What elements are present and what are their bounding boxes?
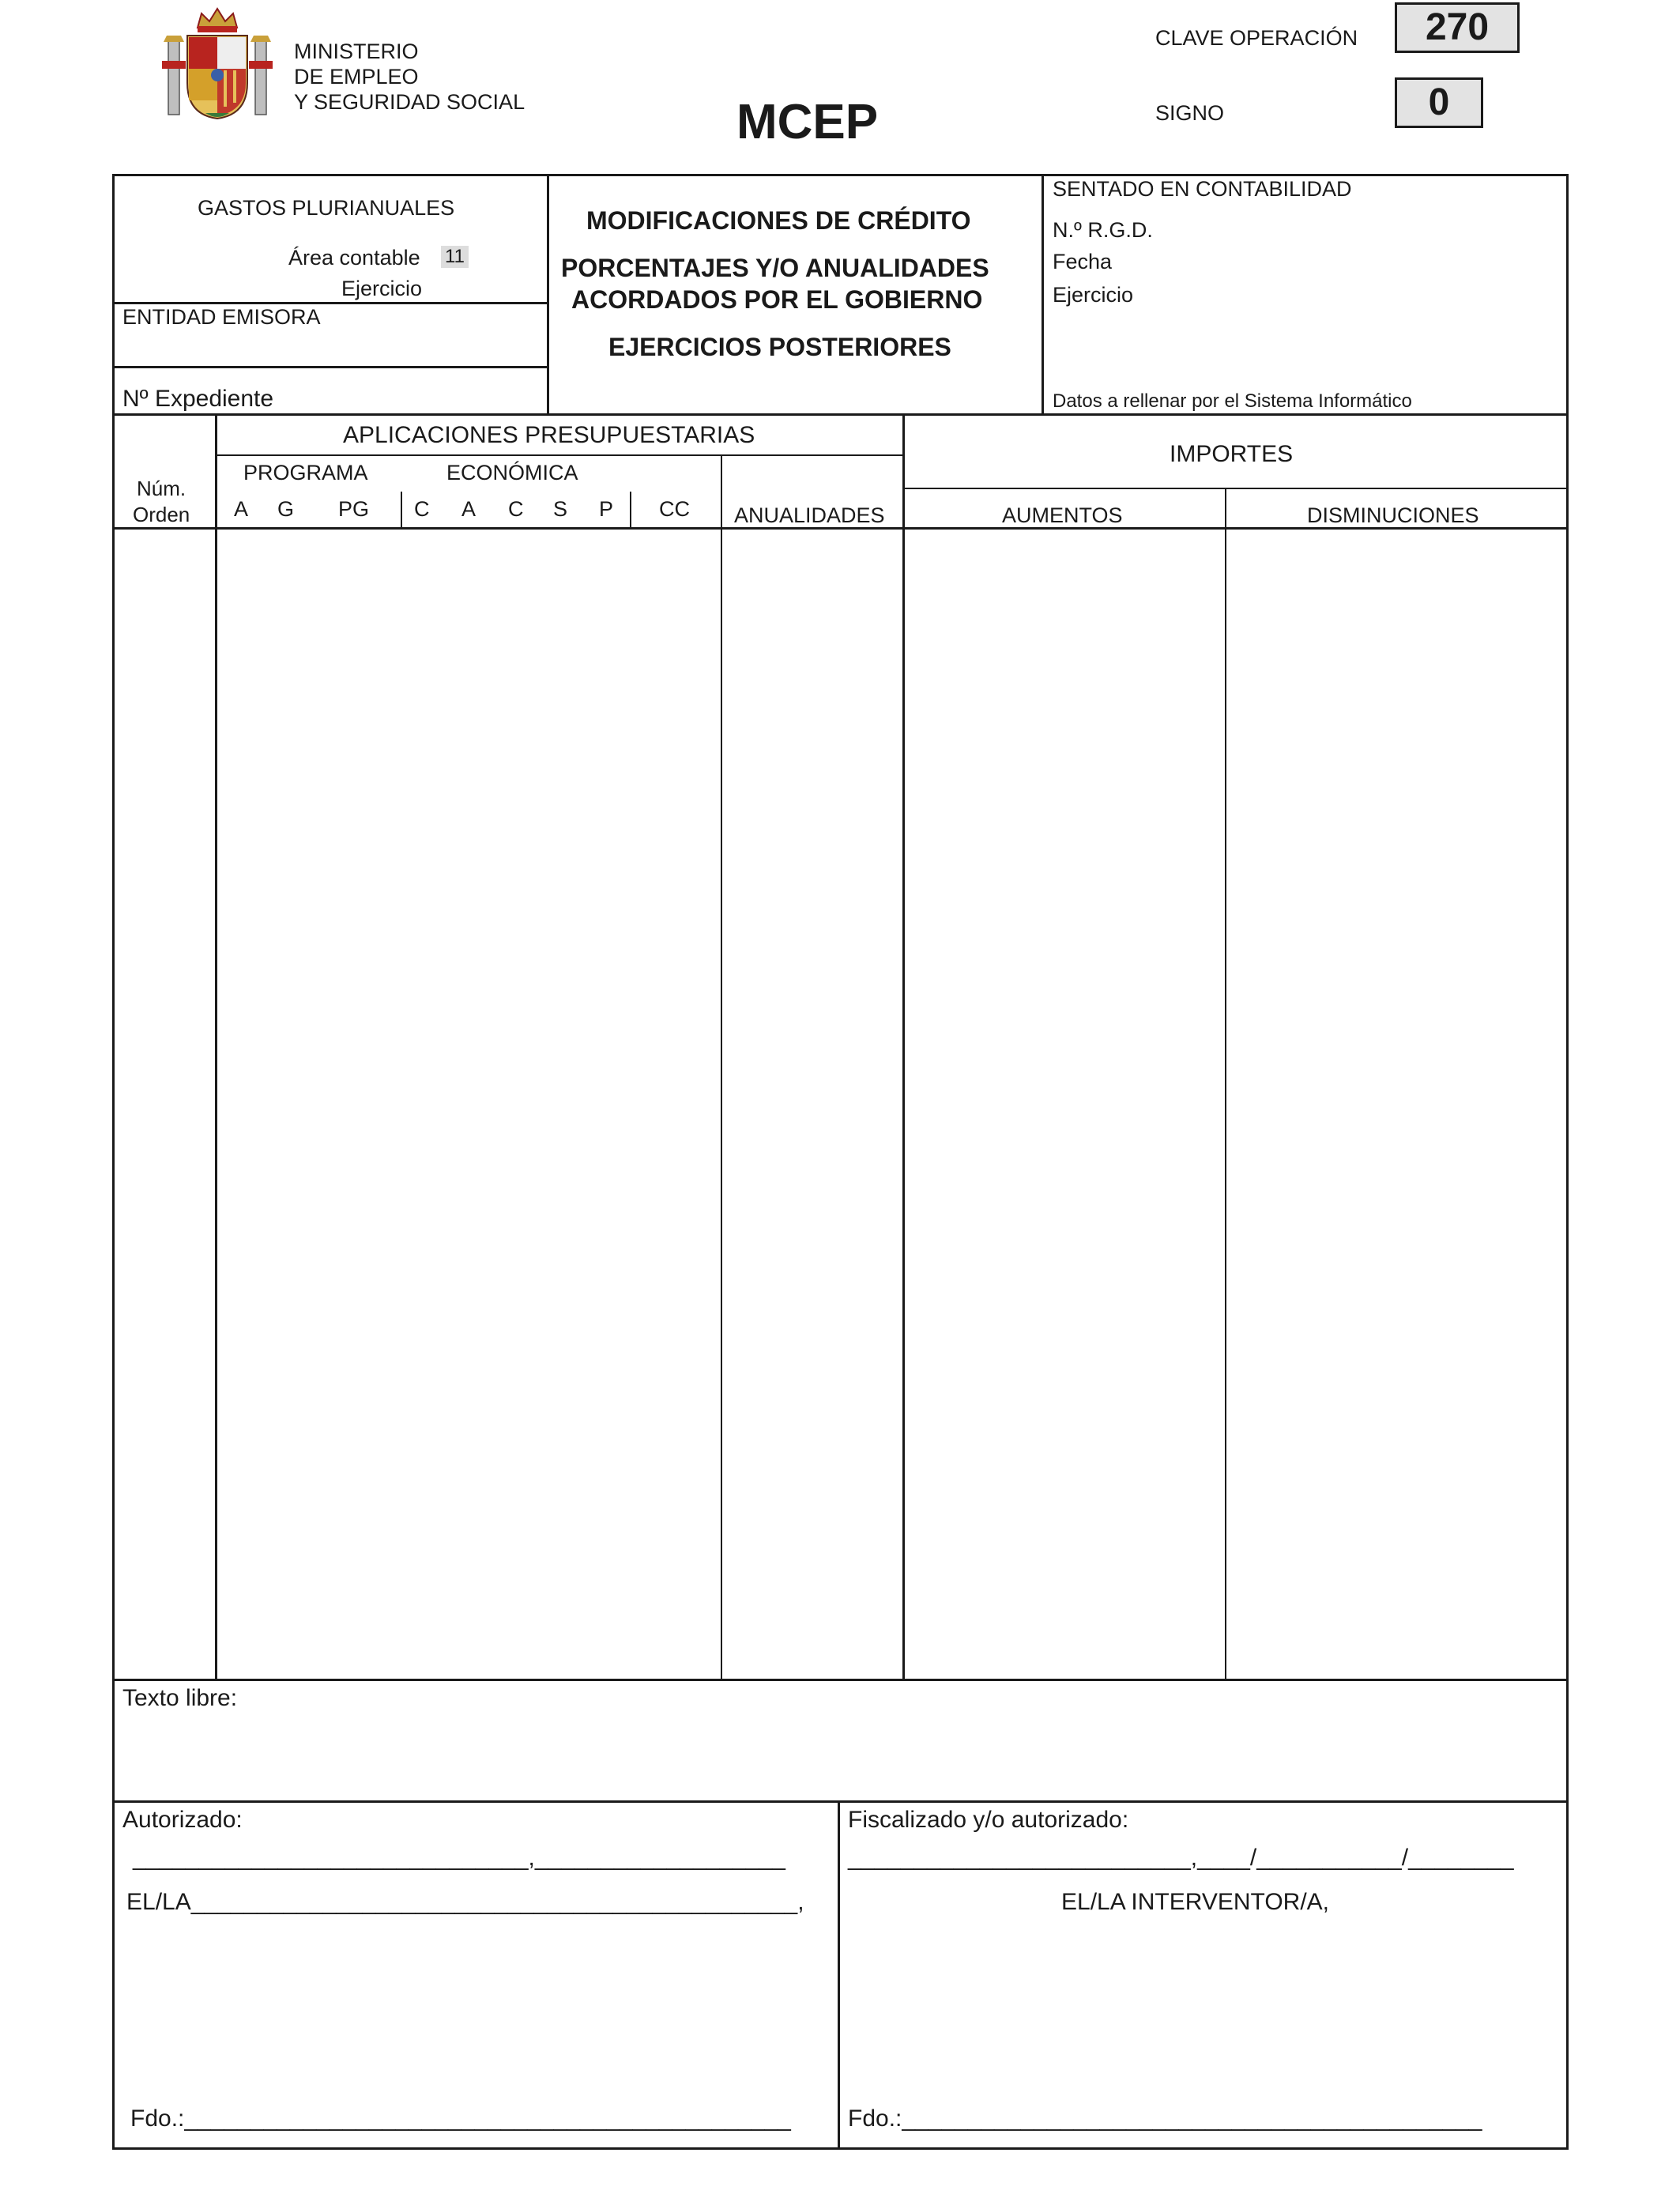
programa-label: PROGRAMA — [243, 461, 368, 484]
gastos-plurianuales: GASTOS PLURIANUALES — [198, 196, 455, 220]
table-bottom-line — [112, 1679, 1569, 1681]
disminuciones-header: DISMINUCIONES — [1307, 503, 1479, 527]
fiscalizado-label: Fiscalizado y/o autorizado: — [848, 1807, 1129, 1833]
texto-libre-field[interactable] — [115, 1715, 1566, 1798]
importes-underline — [902, 488, 1569, 489]
autorizado-el-la-line: EL/LA______________________________________________, — [126, 1889, 804, 1915]
entidad-emisora: ENTIDAD EMISORA — [122, 305, 321, 329]
header-bottom-line — [112, 413, 1569, 416]
ejercicio-right-label: Ejercicio — [1053, 283, 1134, 307]
ministry-line-2: DE EMPLEO — [294, 65, 419, 89]
title-ejercicios: EJERCICIOS POSTERIORES — [608, 333, 951, 361]
code-a: A — [234, 497, 249, 521]
aplicaciones-underline — [215, 454, 902, 456]
code-cc: CC — [659, 497, 690, 521]
clave-operacion-value: 270 — [1395, 2, 1520, 53]
code-a2: A — [461, 497, 477, 521]
anualidades-header: ANUALIDADES — [734, 503, 885, 527]
economica-label: ECONÓMICA — [446, 461, 578, 484]
coat-of-arms-logo — [162, 4, 273, 123]
header-divider-1 — [547, 174, 549, 415]
signo-label: SIGNO — [1155, 101, 1225, 125]
fecha-label: Fecha — [1053, 250, 1113, 273]
interventor-label: EL/LA INTERVENTOR/A, — [1061, 1889, 1330, 1915]
title-modificaciones: MODIFICACIONES DE CRÉDITO — [586, 206, 971, 235]
frame-right-line — [1566, 174, 1569, 2150]
code-separator-2 — [630, 492, 631, 527]
code-p: P — [599, 497, 614, 521]
frame-top-line — [112, 174, 1569, 176]
autorizado-fdo-line: Fdo.:______________________________________________ — [130, 2105, 791, 2132]
area-contable-label: Área contable — [288, 246, 420, 270]
datos-sistema-note: Datos a rellenar por el Sistema Informático — [1053, 390, 1412, 412]
signo-value: 0 — [1395, 77, 1483, 128]
autorizado-label: Autorizado: — [122, 1807, 243, 1833]
form-code: MCEP — [736, 95, 879, 149]
ministry-line-1: MINISTERIO — [294, 40, 419, 63]
num-orden-label-1: Núm. — [137, 477, 186, 500]
texto-libre-label: Texto libre: — [122, 1685, 238, 1711]
num-orden-label-2: Orden — [133, 503, 190, 526]
fiscalizado-place-date-line: __________________________,____/___________/________ — [848, 1845, 1514, 1871]
rgd-label: N.º R.G.D. — [1053, 218, 1153, 242]
signature-divider — [838, 1800, 840, 2149]
aplicaciones-presupuestarias: APLICACIONES PRESUPUESTARIAS — [343, 422, 755, 448]
importes-header: IMPORTES — [1170, 441, 1294, 467]
code-c2: C — [508, 497, 524, 521]
ministry-line-3: Y SEGURIDAD SOCIAL — [294, 90, 525, 114]
clave-operacion-label: CLAVE OPERACIÓN — [1155, 26, 1358, 50]
num-expediente: Nº Expediente — [122, 386, 274, 412]
title-porcentajes: PORCENTAJES Y/O ANUALIDADES — [561, 254, 989, 282]
code-g: G — [277, 497, 295, 521]
fiscalizado-fdo-line: Fdo.:____________________________________________ — [848, 2105, 1482, 2132]
expediente-top-line — [112, 366, 549, 368]
ejercicio-label: Ejercicio — [341, 277, 423, 300]
code-separator-1 — [401, 492, 402, 527]
entidad-top-line — [112, 302, 549, 304]
header-divider-2 — [1042, 174, 1044, 415]
autorizado-place-date-line: ______________________________,___________________ — [133, 1845, 785, 1871]
title-acordados: ACORDADOS POR EL GOBIERNO — [571, 285, 983, 314]
frame-bottom-line — [112, 2147, 1569, 2150]
sentado-contabilidad: SENTADO EN CONTABILIDAD — [1053, 177, 1352, 201]
texto-libre-bottom-line — [112, 1800, 1569, 1803]
area-contable-value: 11 — [441, 246, 469, 268]
aumentos-header: AUMENTOS — [1002, 503, 1123, 527]
code-pg: PG — [338, 497, 370, 521]
code-c: C — [414, 497, 430, 521]
code-s: S — [553, 497, 568, 521]
table-body[interactable] — [115, 530, 1566, 1678]
